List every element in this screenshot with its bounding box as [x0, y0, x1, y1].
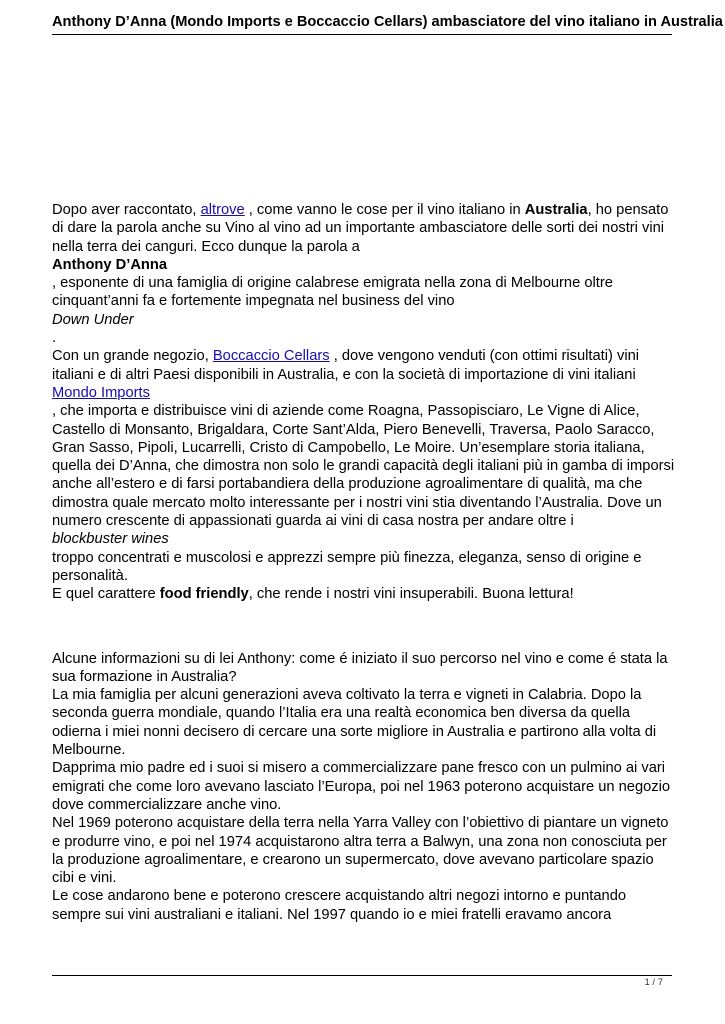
interview-answer-1: La mia famiglia per alcuni generazioni aveva coltivato la terra e vigneti in Calabria. Dopo la seconda guerra mondiale, quando l’Italia era una realtà economica ben diversa da quella odierna i miei nonni decisero di cercare una sorte migliore in Australia e partirono alla volta di Melbourne. [52, 687, 657, 759]
interview-answer-3: Nel 1969 poterono acquistare della terra nella Yarra Valley con l’obiettivo di piantare un vigneto e produrre vino, e poi nel 1974 acquistarono altra terra a Balwyn, una zona non conosciuta per la produzione agroalimentare, e crearono un supermercato, dove avevano particolare spazio cibi e vini. [52, 815, 669, 887]
blockbuster-italic: blockbuster wines [52, 531, 169, 548]
family-paragraph: , esponente di una famiglia di origine calabrese emigrata nella zona di Melbourne oltre cinquant’anni fa e fortemente impegnata nel business del vino [52, 275, 613, 310]
interview-question: Alcune informazioni su di lei Anthony: come é iniziato il suo percorso nel vino e come é stata la sua formazione in Australia? [52, 650, 668, 685]
interview-answer-4: Le cose andarono bene e poterono crescere acquistando altri negozi intorno e puntando sempre sui vini australiani e italiani. Nel 1997 quando io e miei fratelli eravamo ancora [52, 888, 627, 923]
page-number: 1 / 7 [644, 977, 663, 988]
author-name: Anthony D’Anna [52, 256, 168, 273]
document-header-title: Anthony D’Anna (Mondo Imports e Boccaccio Cellars) ambasciatore del vino italiano in Australia [52, 14, 723, 30]
food-friendly-paragraph: E quel carattere food friendly, che rende i nostri vini insuperabili. Buona lettura! [52, 586, 574, 603]
boccaccio-cellars-link[interactable]: Boccaccio Cellars [212, 348, 330, 365]
mondo-imports-line [52, 384, 676, 402]
shop-paragraph: Con un grande negozio, Boccaccio Cellars , dove vengono venduti (con ottimi risultati) vini italiani e di altri Paesi disponibili in Australia, e con la società di importazione di vini italiani [52, 348, 640, 383]
footer-divider [52, 975, 672, 976]
separator-dot: . [52, 330, 57, 347]
australia-bold: Australia [524, 202, 588, 218]
importers-paragraph: , che importa e distribuisce vini di aziende come Roagna, Passopisciaro, Le Vigne di Alice, Castello di Monsanto, Brigaldara, Corte Sant’Alda, Piero Benevelli, Traversa, Paolo Saracco, Gran Sasso, Pipoli, Lucarrelli, Cristo di Campobello, Le Moire. Un’esemplare storia italiana, quella dei D’Anna, che dimostra non solo le grandi capacità degli italiani più in gamba di imporsi anche all’estero e di farsi portabandiera della produzione agroalimentare di qualità, ma che dimostra quale mercato molto interessante per i nostri vini stia diventando l’Australia. Dove un numero crescente di appassionati guarda ai vini di casa nostra per andare oltre i [52, 403, 675, 530]
header-divider [52, 34, 672, 35]
interview-answer-2: Dapprima mio padre ed i suoi si misero a commercializzare pane fresco con un pulmino ai vari emigrati che come loro avevano lasciato l’Europa, poi nel 1963 poterono acquistare un negozio dove commercializzare anche vino. [52, 760, 671, 813]
mondo-imports-link[interactable]: Mondo Imports [52, 384, 150, 401]
article-body [52, 201, 676, 924]
down-under-italic: Down Under [52, 311, 134, 328]
section-spacer [52, 604, 676, 650]
finesse-paragraph: troppo concentrati e muscolosi e apprezzi sempre più finezza, eleganza, senso di origine e personalità. [52, 549, 642, 584]
altrove-link[interactable]: altrove [200, 202, 245, 218]
intro-paragraph: Dopo aver raccontato, altrove , come vanno le cose per il vino italiano in Australia, ho pensato di dare la parola anche su Vino al vino ad un importante ambasciatore delle sorti dei nostri vini nella terra dei canguri. Ecco dunque la parola a [52, 202, 669, 255]
